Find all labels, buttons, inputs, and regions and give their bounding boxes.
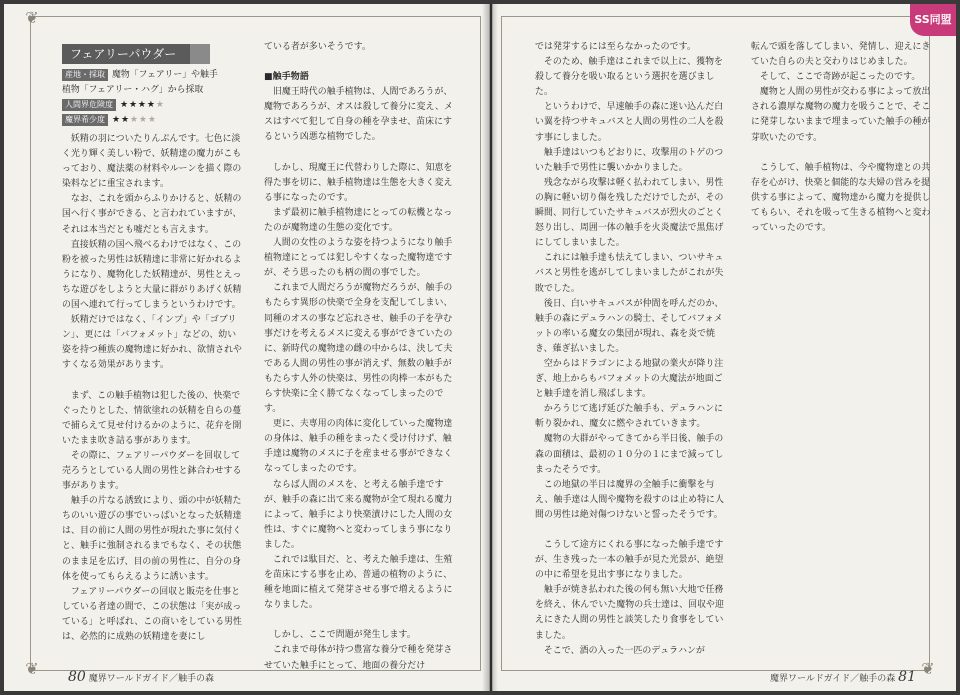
paragraph: なお、これを頭からふりかけると、妖精の国へ行く事ができる、と言われていますが、それは本当だとも嘘だとも言えます。 xyxy=(62,194,242,235)
group-badge: SS同盟 xyxy=(910,4,956,36)
paragraph: これには触手達も怯えてしまい、ついサキュバスと男性を逃がしてしまいましたがこれが失敗でした。 xyxy=(535,253,724,294)
paragraph: その際に、フェアリーパウダーを回収して売ろうとしている人間の男性と鉢合わせする事があります。 xyxy=(62,450,242,492)
info-box xyxy=(62,68,242,128)
ornament-icon: ❦ xyxy=(921,659,935,678)
paragraph: かろうじて逃げ延びた触手も、デュラハンに斬り裂かれ、魔女に燃やされていきます。 xyxy=(535,404,724,430)
paragraph: これまで母体が持つ豊富な養分で種を発芽させていた触手にとって、地面の養分だけ xyxy=(264,645,453,671)
footer-title: 魔界ワールドガイド／触手の森 xyxy=(88,674,214,684)
right-page xyxy=(492,4,956,691)
rarity-row xyxy=(62,113,242,128)
section-title: フェアリーパウダー xyxy=(62,44,210,64)
page-footer xyxy=(68,669,214,685)
paragraph: 旧魔王時代の触手植物は、人間であろうが、魔物であろうが、オスは殺して養分に変え、メスはすべて犯して自身の種を孕ませ、苗床にするという凶悪な植物でした。 xyxy=(264,87,453,143)
danger-label: 人間界危険度 xyxy=(62,99,116,111)
paragraph: 転んで頭を落してしまい、発情し、迎えにきていた自らの夫と交わりはじめました。 xyxy=(751,42,931,68)
paragraph: そのため、触手達はこれまで以上に、獲物を殺して養分を吸い取るという選択を選びました。 xyxy=(535,57,724,98)
paragraph: まず、この触手植物は犯した後の、快楽でぐったりとした、情欲塗れの妖精を自らの蔓で捕らえて見せ付けるかのように、花弁を開いたまま吹き詰る事があります。 xyxy=(62,390,242,446)
paragraph: というわけで、早速触手の森に迷い込んだ白い翼を持つサキュバスと人間の男性の二人を殺す事にしました。 xyxy=(535,102,724,143)
section-heading: ■触手物語 xyxy=(264,72,310,83)
paragraph: 触手の片なる誘致により、頭の中が妖精たちのいい遊びの事でいっぱいとなった妖精達は、目の前に人間の男性が現れた事に気付くと、触手に強制されるまでもなく、その状態のまま足を広げ、目の前の男性に、自分の身体を使ってもらえるように誘います。 xyxy=(62,496,242,582)
rarity-stars-empty: ★★★ xyxy=(129,115,157,125)
paragraph: これまで人間だろうが魔物だろうが、触手のもたらす異形の快楽で全身を支配してしまい、同種のオスの事など忘れさせ、触手の子を孕む事だけを考えるメスに変える事ができていたのに、新時代の魔物達の雌の中からは、決して夫である人間の男性の事が消えず、無数の触手がもたらす人外の快楽は、男性の肉棒一本がもたらす快楽に全く勝てなくなってしまったのです。 xyxy=(264,283,453,415)
paragraph: 触手達はいつもどおりに、攻撃用のトゲのついた触手で男性に襲いかかりました。 xyxy=(535,147,724,173)
book-gutter xyxy=(482,4,498,691)
paragraph: まず最初に触手植物達にとっての転機となったのが魔物達の生態の変化です。 xyxy=(264,207,453,233)
paragraph: これでは駄目だ、と、考えた触手達は、生殖を苗床にする事を止め、普通の植物のように、種を地面に植えて発芽させる事で増えるようになりました。 xyxy=(264,555,453,611)
footer-title: 魔界ワールドガイド／触手の森 xyxy=(770,674,896,684)
right-column-2 xyxy=(751,40,931,236)
paragraph: こうして途方にくれる事になった触手達ですが、生き残った一本の触手が見た光景が、絶望の中に希望を見出す事になりました。 xyxy=(535,540,724,581)
paragraph: こうして、触手植物は、今や魔物達との共存を心がけ、快楽と個能的な夫婦の営みを提供する事によって、魔物達から魔力を提供してもらい、それを吸って生きる植物へと変わっていったのです。 xyxy=(751,162,931,234)
paragraph: しかし、ここで問題が発生します。 xyxy=(272,630,416,641)
paragraph: この地獄の半日は魔界の全触手に衝撃を与え、触手達は人間や魔物を殺すのは止め特に人間の男性は絶対傷つけないと誓ったそうです。 xyxy=(535,479,725,520)
rarity-stars: ★★ xyxy=(112,115,130,125)
ornament-icon: ❦ xyxy=(25,659,39,678)
left-column-2 xyxy=(264,40,460,674)
paragraph: 魔物と人間の男性が交わる事によって放出される濃厚な魔物の魔力を吸うことで、そこに発芽しないままで埋まっていた触手の種が芽吹いたのです。 xyxy=(751,87,931,143)
paragraph: 人間の女性のような姿を持つようになり触手植物達にとっては犯しやすくなった魔物達ですが、そう思ったのも柄の間の事でした。 xyxy=(264,238,453,279)
paragraph: 妖精だけではなく、「インプ」や「ゴブリン」、更には「バフォメット」などの、幼い姿を持つ種族の魔物達に好かれ、欲情されやすくなる効果があります。 xyxy=(62,315,243,371)
danger-stars: ★★★★ xyxy=(120,100,156,110)
paragraph: フェアリーパウダーの回収と販売を仕事としている者達の間で、この状態は「実が成っている」と呼ばれ、この商いをしている男性は、必然的に成熟の妖精達を妻にし xyxy=(62,586,243,642)
page-number: 81 xyxy=(898,669,916,685)
left-column-1 xyxy=(62,132,244,645)
paragraph: しかし、現魔王に代替わりした際に、知恵を得た事を切に、触手植物達は生態を大きく変える事になったのです。 xyxy=(264,162,453,203)
paragraph: 空からはドラゴンによる地獄の業火が降り注ぎ、地上からもバフォメットの大魔法が地面ごと触手達を消し飛ばします。 xyxy=(535,358,724,400)
paragraph: 触手が焼き払われた後の何も無い大地で任務を終え、休んでいた魔物の兵士達は、回収や迎えにきた人間の男性と談笑したり食事をしていました。 xyxy=(535,585,725,641)
paragraph: 後日、白いサキュバスが仲間を呼んだのか、触手の森にデュラハンの騎士、そしてバフォメットの率いる魔女の集団が現れ、森を炎で焼き、薙ぎ払いました。 xyxy=(535,298,724,354)
paragraph: ならば人間のメスを、と考える触手達ですが、触手の森に出て来る魔物が全て現れる魔力によって、触手により快楽漬けにした人間の女性は、すぐに魔物へと変わってしまう事になりました。 xyxy=(264,479,453,550)
danger-row xyxy=(62,98,242,113)
paragraph: では発芽するには至らなかったのです。 xyxy=(535,42,696,52)
paragraph: 妖精の羽についたりんぷんです。七色に淡く光り輝く美しい粉で、妖精達の魔力がこもっており、魔法薬の材料やルーンを描く際の染料などに重宝されます。 xyxy=(62,134,242,190)
page-footer xyxy=(770,669,916,685)
origin-text-2: 植物「フェアリー・ハグ」から採取 xyxy=(62,85,204,95)
origin-label: 産地・採取 xyxy=(62,69,108,81)
paragraph: 魔物の大群がやってきてから半日後、触手の森の面積は、最初の１０分の１にまで減ってしまったそうです。 xyxy=(535,434,724,475)
paragraph: ている者が多いそうです。 xyxy=(264,42,371,52)
paragraph: そして、ここで奇跡が起こったのです。 xyxy=(759,72,921,83)
origin-row xyxy=(62,68,242,83)
page-number: 80 xyxy=(68,669,86,685)
ornament-icon: ❦ xyxy=(25,8,39,27)
origin-text-1: 魔物「フェアリー」や触手 xyxy=(112,70,218,80)
rarity-label: 魔界希少度 xyxy=(62,114,108,126)
paragraph: 残念ながら攻撃は軽く払われてしまい、男性の胸に軽い切り傷を残しただけでしたが、その瞬間、同行していたサキュバスが烈火のごとく怒り出し、周囲一体の触手を火炎魔法で黒焦げにしてしまいました。 xyxy=(535,177,724,249)
right-column-1 xyxy=(535,40,731,659)
paragraph: 直接妖精の国へ飛べるわけではなく、この粉を被った男性は妖精達に非常に好かれるようになり、魔物化した妖精達が、男性とえっちな遊びをしようと大量に群がりあげく妖精の国へ連れて行ってしまうというわけです。 xyxy=(62,239,242,311)
danger-stars-empty: ★ xyxy=(155,100,165,110)
left-page xyxy=(4,4,490,691)
paragraph: 更に、夫専用の肉体に変化していった魔物達の身体は、触手の種をまったく受け付けず、触手達は魔物のメスに子を産ませる事ができなくなってしまったのです。 xyxy=(264,419,453,475)
paragraph: そこで、酒の入った一匹のデュラハンが xyxy=(543,645,705,656)
